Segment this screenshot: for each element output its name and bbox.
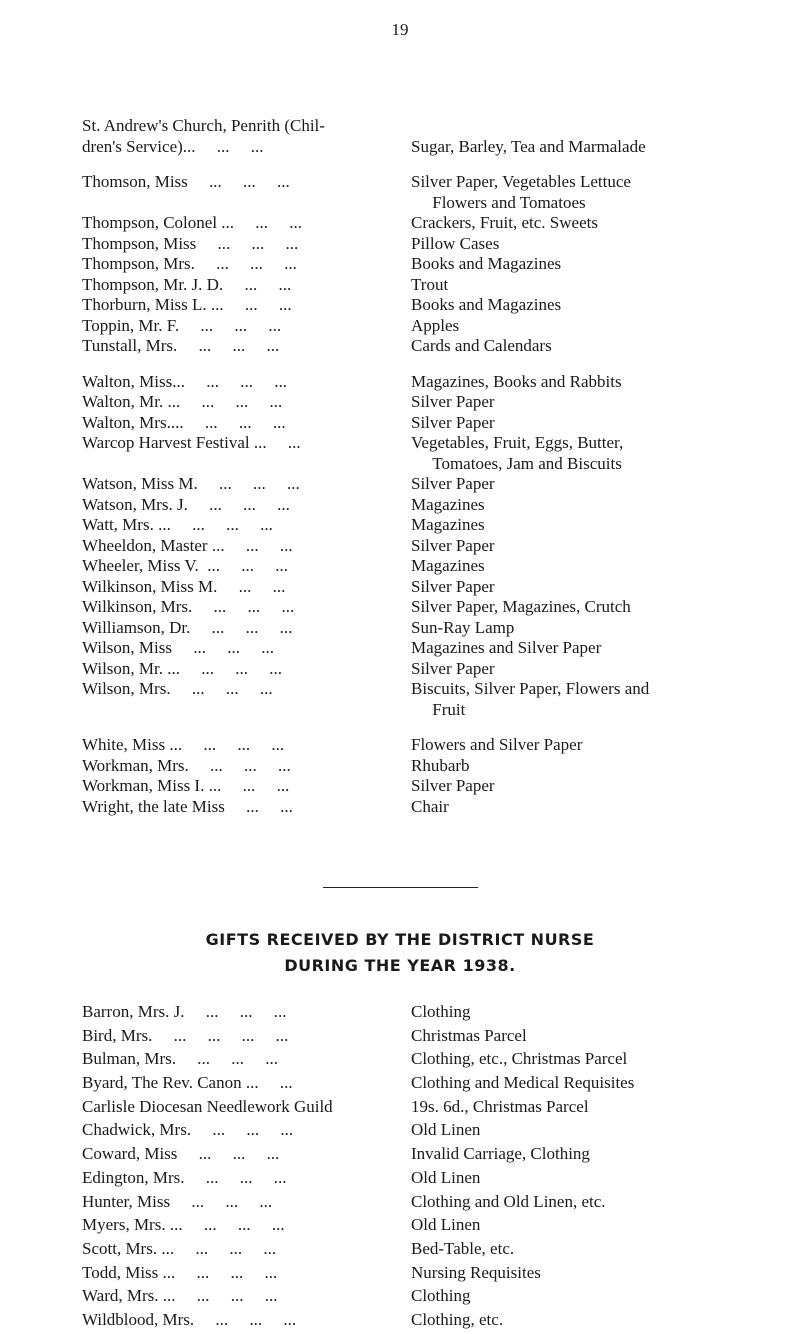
donor-name: Watson, Mrs. J. ... ... ...: [82, 494, 290, 514]
donor-name: Todd, Miss ... ... ... ...: [82, 1262, 278, 1282]
donor-name: Wilson, Mrs. ... ... ...: [82, 679, 273, 698]
donor-name: Workman, Mrs. ... ... ...: [82, 755, 291, 775]
gift-description: Sun-Ray Lamp: [411, 617, 515, 637]
list-item: [82, 1026, 772, 1047]
list-item: [82, 275, 772, 296]
list-item: [82, 495, 772, 516]
donor-name: Watt, Mrs. ... ... ... ...: [82, 515, 273, 534]
donor-name: Barron, Mrs. J. ... ... ...: [82, 1002, 287, 1021]
gift-description: Biscuits, Silver Paper, Flowers and Fruit: [411, 679, 650, 719]
list-item: [82, 1073, 772, 1094]
gifts-list-section-1: [82, 116, 772, 817]
gift-description: Books and Magazines: [411, 295, 562, 314]
gift-description: Vegetables, Fruit, Eggs, Butter, Tomatoes, Jam and Biscuits: [411, 433, 624, 473]
entry-gap: [82, 357, 772, 372]
gift-description: Rhubarb: [411, 755, 470, 775]
gift-description: Old Linen: [411, 1120, 481, 1140]
gift-description: Silver Paper: [411, 412, 495, 432]
gift-description: Magazines: [411, 515, 485, 534]
gift-description: Chair: [411, 796, 449, 816]
entry-gap: [82, 157, 772, 172]
gifts-list-district-nurse: [82, 1002, 772, 1334]
donor-name: Tunstall, Mrs. ... ... ...: [82, 336, 280, 355]
gift-description: Magazines and Silver Paper: [411, 638, 602, 657]
list-item: [82, 316, 772, 337]
gift-description: Bed-Table, etc.: [411, 1238, 515, 1258]
donor-name: Scott, Mrs. ... ... ... ...: [82, 1238, 277, 1258]
gift-description: Old Linen: [411, 1167, 481, 1187]
list-item: [82, 1215, 772, 1236]
gift-description: Silver Paper, Magazines, Crutch: [411, 597, 631, 616]
donor-name: Wilkinson, Miss M. ... ...: [82, 576, 286, 596]
list-item: [82, 172, 772, 213]
donor-name: Thorburn, Miss L. ... ... ...: [82, 295, 292, 314]
gift-description: Sugar, Barley, Tea and Marmalade: [411, 136, 646, 156]
gift-description: Magazines, Books and Rabbits: [411, 371, 622, 391]
gift-description: Books and Magazines: [411, 254, 562, 273]
list-item: [82, 597, 772, 618]
donor-name: Williamson, Dr. ... ... ...: [82, 617, 293, 637]
list-item: [82, 254, 772, 275]
donor-name: Hunter, Miss ... ... ...: [82, 1191, 273, 1211]
list-item: [82, 1310, 772, 1331]
gift-description: Christmas Parcel: [411, 1025, 527, 1045]
donor-name: Myers, Mrs. ... ... ... ...: [82, 1215, 285, 1235]
list-item: [82, 1144, 772, 1165]
donor-name: Chadwick, Mrs. ... ... ...: [82, 1120, 294, 1140]
gift-description: Clothing: [411, 1002, 471, 1021]
list-item: [82, 433, 772, 474]
gift-description: Clothing, etc.: [411, 1309, 504, 1329]
gift-description: Silver Paper: [411, 474, 495, 493]
list-item: [82, 116, 772, 157]
donor-name: Carlisle Diocesan Needlework Guild: [82, 1096, 333, 1116]
page-number: 19: [391, 20, 409, 39]
gift-description: Silver Paper: [411, 576, 495, 596]
list-item: [82, 797, 772, 818]
donor-name: Workman, Miss I. ... ... ...: [82, 776, 290, 795]
list-item: [82, 336, 772, 357]
donor-name: Walton, Mrs.... ... ... ...: [82, 412, 286, 432]
list-item: [82, 776, 772, 797]
list-item: [82, 556, 772, 577]
donor-name: Byard, The Rev. Canon ... ...: [82, 1073, 293, 1093]
list-item: [82, 295, 772, 316]
list-item: [82, 392, 772, 413]
list-item: [82, 735, 772, 756]
donor-name: Thompson, Mr. J. D. ... ...: [82, 274, 292, 294]
list-item: [82, 536, 772, 557]
list-item: [82, 679, 772, 720]
donor-name: St. Andrew's Church, Penrith (Chil- dren's Service)... ... ...: [82, 116, 325, 156]
donor-name: White, Miss ... ... ... ...: [82, 735, 285, 754]
list-item: [82, 1263, 772, 1284]
gift-description: Apples: [411, 315, 460, 335]
section-heading-line-1: GIFTS RECEIVED BY THE DISTRICT NURSE: [205, 930, 595, 949]
donor-name: Thompson, Colonel ... ... ...: [82, 213, 303, 232]
list-item: [82, 659, 772, 680]
donor-name: Bird, Mrs. ... ... ... ...: [82, 1025, 289, 1045]
list-item: [82, 1097, 772, 1118]
gift-description: Clothing and Medical Requisites: [411, 1073, 635, 1093]
gift-description: Old Linen: [411, 1215, 481, 1235]
donor-name: Warcop Harvest Festival ... ...: [82, 433, 301, 452]
list-item: [82, 618, 772, 639]
gift-description: Clothing and Old Linen, etc.: [411, 1191, 606, 1211]
gift-description: Cards and Calendars: [411, 336, 552, 355]
list-item: [82, 1286, 772, 1307]
donor-name: Thompson, Mrs. ... ... ...: [82, 254, 297, 273]
donor-name: Toppin, Mr. F. ... ... ...: [82, 315, 282, 335]
gift-description: Trout: [411, 274, 449, 294]
donor-name: Wilson, Mr. ... ... ... ...: [82, 658, 283, 678]
gift-description: Flowers and Silver Paper: [411, 735, 583, 754]
gift-description: 19s. 6d., Christmas Parcel: [411, 1096, 589, 1116]
list-item: [82, 1239, 772, 1260]
donor-name: Watson, Miss M. ... ... ...: [82, 474, 300, 493]
list-item: [82, 413, 772, 434]
gift-description: Magazines: [411, 494, 485, 514]
donor-name: Walton, Mr. ... ... ... ...: [82, 392, 283, 411]
gift-description: Clothing: [411, 1286, 471, 1306]
list-item: [82, 1002, 772, 1023]
gift-description: Crackers, Fruit, etc. Sweets: [411, 213, 598, 232]
donor-name: Thompson, Miss ... ... ...: [82, 233, 299, 253]
gift-description: Clothing, etc., Christmas Parcel: [411, 1049, 628, 1069]
list-item: [82, 756, 772, 777]
donor-name: Bulman, Mrs. ... ... ...: [82, 1049, 278, 1069]
donor-name: Wright, the late Miss ... ...: [82, 796, 293, 816]
donor-name: Wilson, Miss ... ... ...: [82, 638, 274, 657]
donor-name: Wilkinson, Mrs. ... ... ...: [82, 597, 295, 616]
list-item: [82, 372, 772, 393]
list-item: [82, 577, 772, 598]
gift-description: Invalid Carriage, Clothing: [411, 1144, 590, 1164]
gift-description: Nursing Requisites: [411, 1262, 541, 1282]
entry-gap: [82, 720, 772, 735]
list-item: [82, 1120, 772, 1141]
donor-name: Wheeldon, Master ... ... ...: [82, 535, 293, 555]
donor-name: Walton, Miss... ... ... ...: [82, 371, 287, 391]
list-item: [82, 234, 772, 255]
gift-description: Silver Paper: [411, 776, 495, 795]
donor-name: Coward, Miss ... ... ...: [82, 1144, 280, 1164]
donor-name: Thomson, Miss ... ... ...: [82, 172, 290, 191]
list-item: [82, 1168, 772, 1189]
gift-description: Magazines: [411, 556, 485, 575]
gift-description: Pillow Cases: [411, 233, 500, 253]
section-heading-line-2: DURING THE YEAR 1938.: [284, 956, 516, 975]
gift-description: Silver Paper, Vegetables Lettuce Flowers and Tomatoes: [411, 172, 631, 212]
donor-name: Wheeler, Miss V. ... ... ...: [82, 556, 288, 575]
list-item: [82, 515, 772, 536]
donor-name: Edington, Mrs. ... ... ...: [82, 1167, 287, 1187]
list-item: [82, 638, 772, 659]
list-item: [82, 213, 772, 234]
gift-description: Silver Paper: [411, 535, 495, 555]
list-item: [82, 1049, 772, 1070]
donor-name: Wildblood, Mrs. ... ... ...: [82, 1309, 297, 1329]
donor-name: Ward, Mrs. ... ... ... ...: [82, 1286, 278, 1306]
gift-description: Silver Paper: [411, 392, 495, 411]
list-item: [82, 474, 772, 495]
gift-description: Silver Paper: [411, 658, 495, 678]
list-item: [82, 1192, 772, 1213]
section-divider: [323, 887, 478, 888]
